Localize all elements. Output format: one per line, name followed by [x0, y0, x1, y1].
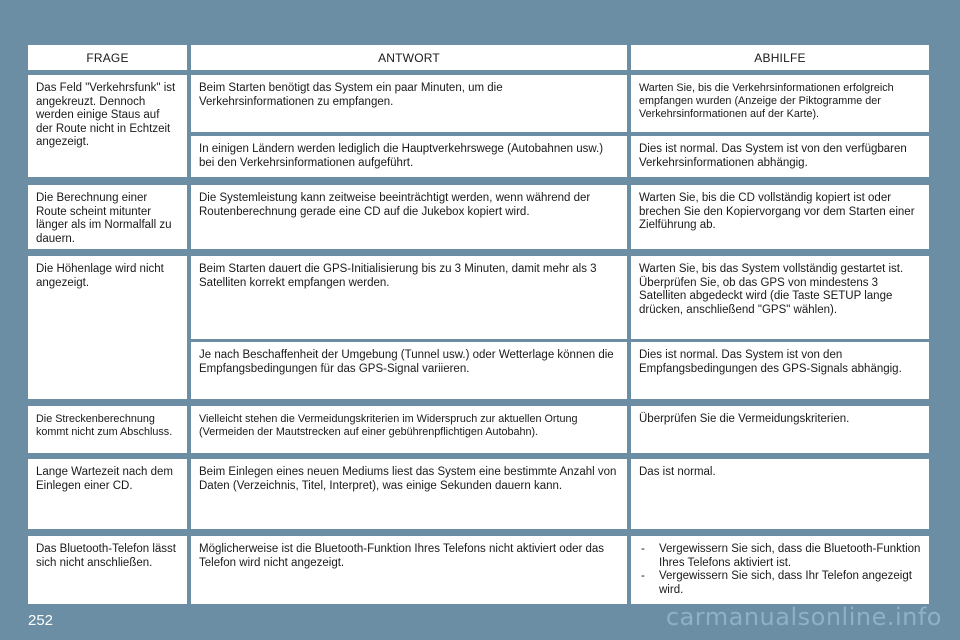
header-antwort: ANTWORT	[191, 45, 627, 70]
table-row-antwort: In einigen Ländern werden lediglich die Hauptverkehrswege (Autobahnen usw.) bei den Verkehrsinformationen aufgeführt.	[191, 136, 627, 177]
table-row-antwort: Beim Starten benötigt das System ein paar Minuten, um die Verkehrsinformationen zu empfangen.	[191, 75, 627, 132]
list-item: - Vergewissern Sie sich, dass die Bluetooth-Funktion Ihres Telefons aktiviert ist.	[639, 543, 921, 570]
table-row-frage: Das Feld "Verkehrsfunk" ist angekreuzt. Dennoch werden einige Staus auf der Route nicht in Echtzeit angezeigt.	[28, 75, 187, 177]
table-row-frage: Die Höhenlage wird nicht angezeigt.	[28, 256, 187, 399]
abhilfe-list	[639, 543, 921, 597]
table-row-frage: Das Bluetooth-Telefon lässt sich nicht anschließen.	[28, 536, 187, 604]
table-row-antwort: Möglicherweise ist die Bluetooth-Funktion Ihres Telefons nicht aktiviert oder das Telefon wird nicht angezeigt.	[191, 536, 627, 604]
table-header	[0, 45, 960, 70]
header-frage: FRAGE	[28, 45, 187, 70]
table-row-antwort: Vielleicht stehen die Vermeidungskriterien im Widerspruch zur aktuellen Ortung (Vermeiden der Mautstrecken auf einer gebührenpflichtigen Autobahn).	[191, 406, 627, 453]
table-row-frage: Die Streckenberechnung kommt nicht zum Abschluss.	[28, 406, 187, 453]
table-row-abhilfe	[631, 536, 929, 604]
page-number: 252	[28, 612, 54, 629]
table-row-antwort: Die Systemleistung kann zeitweise beeinträchtigt werden, wenn während der Routenberechnung gerade eine CD auf die Jukebox kopiert wird.	[191, 185, 627, 249]
table-row-antwort: Beim Einlegen eines neuen Mediums liest das System eine bestimmte Anzahl von Daten (Verzeichnis, Titel, Interpret), was einige Sekunden dauern kann.	[191, 459, 627, 529]
table-row-abhilfe: Warten Sie, bis die Verkehrsinformationen erfolgreich empfangen wurden (Anzeige der Piktogramme der Verkehrsinformationen auf der Karte).	[631, 75, 929, 132]
table-row-abhilfe: Das ist normal.	[631, 459, 929, 529]
table-row-abhilfe: Warten Sie, bis das System vollständig gestartet ist. Überprüfen Sie, ob das GPS von mindestens 3 Satelliten abgedeckt wird (die Taste SETUP lange drücken, anschließend "GPS" wählen).	[631, 256, 929, 339]
table-row-abhilfe: Überprüfen Sie die Vermeidungskriterien.	[631, 406, 929, 453]
table-row-abhilfe: Dies ist normal. Das System ist von den Empfangsbedingungen des GPS-Signals abhängig.	[631, 342, 929, 399]
table-row-antwort: Beim Starten dauert die GPS-Initialisierung bis zu 3 Minuten, damit mehr als 3 Satelliten korrekt empfangen werden.	[191, 256, 627, 339]
header-abhilfe: ABHILFE	[631, 45, 929, 70]
table-row-abhilfe: Warten Sie, bis die CD vollständig kopiert ist oder brechen Sie den Kopiervorgang vor dem Starten einer Zielführung ab.	[631, 185, 929, 249]
list-item: - Vergewissern Sie sich, dass Ihr Telefon angezeigt wird.	[639, 570, 921, 597]
table-row-abhilfe: Dies ist normal. Das System ist von den verfügbaren Verkehrsinformationen abhängig.	[631, 136, 929, 177]
table-row-frage: Lange Wartezeit nach dem Einlegen einer CD.	[28, 459, 187, 529]
table-row-frage: Die Berechnung einer Route scheint mitunter länger als im Normalfall zu dauern.	[28, 185, 187, 249]
table-row-antwort: Je nach Beschaffenheit der Umgebung (Tunnel usw.) oder Wetterlage können die Empfangsbedingungen für das GPS-Signal variieren.	[191, 342, 627, 399]
watermark: carmanualsonline.info	[665, 603, 942, 631]
